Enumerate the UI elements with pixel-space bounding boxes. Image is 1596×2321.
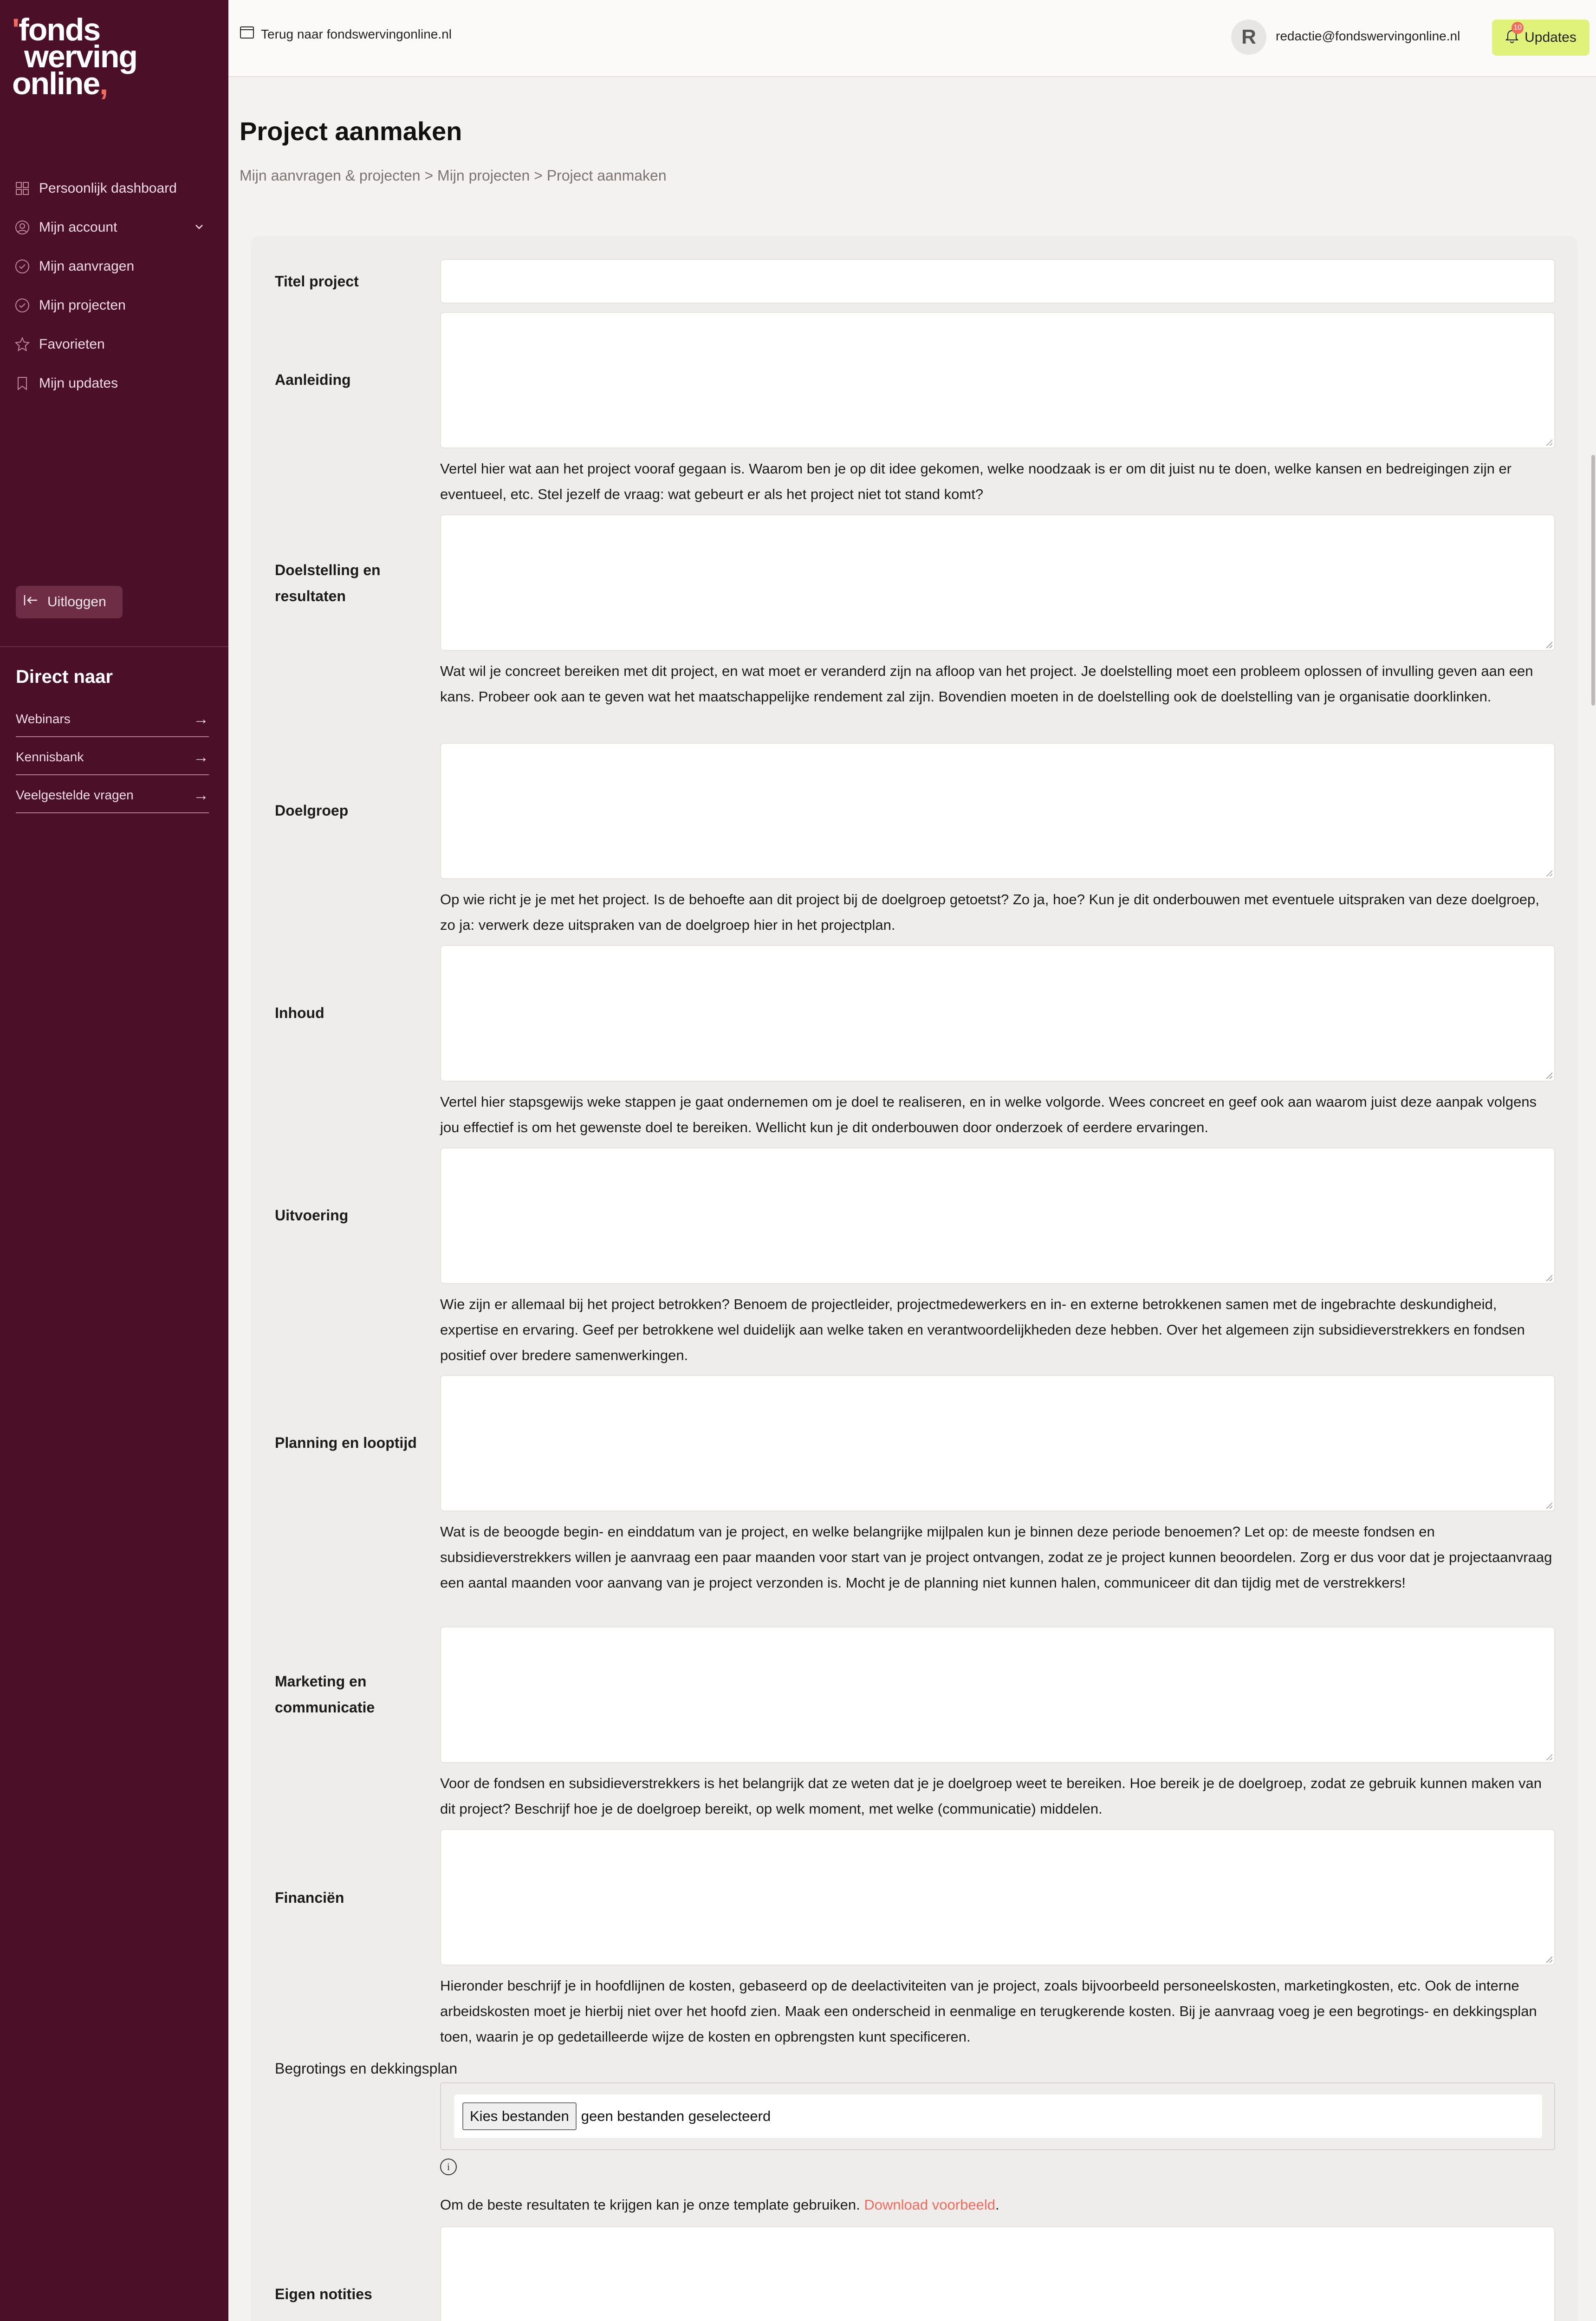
breadcrumb: Mijn aanvragen & projecten > Mijn projecten > Project aanmaken <box>240 167 667 184</box>
resize-handle[interactable] <box>1546 1275 1552 1281</box>
page-title: Project aanmaken <box>240 117 462 146</box>
label-begroting: Begrotings en dekkingsplan <box>275 2060 458 2077</box>
logout-label: Uitloggen <box>47 594 106 609</box>
notities-textarea[interactable] <box>440 2226 1555 2321</box>
check-circle-icon <box>14 258 31 275</box>
browser-window-icon <box>240 26 254 42</box>
sidebar-nav <box>14 169 214 403</box>
planning-textarea[interactable] <box>440 1375 1555 1511</box>
sidebar-item-label: Mijn updates <box>39 376 118 391</box>
updates-badge: 10 <box>1512 22 1524 34</box>
resize-handle[interactable] <box>1546 1956 1552 1963</box>
back-link[interactable] <box>240 26 452 42</box>
help-uitvoering: Wie zijn er allemaal bij het project betrokken? Benoem de projectleider, projectmedewerkers en in- en externe betrokkenen samen met de ingebrachte deskundigheid, expertise en ervaring. Geef per betrokkene wel duidelijk aan welke taken en verantwoordelijkheden deze hebben. Over het algemeen zijn subsidieverstrekkers en fondsen positief over bredere samenwerkingen. <box>440 1296 1525 1363</box>
marketing-textarea[interactable] <box>440 1627 1555 1763</box>
sidebar-item-aanvragen[interactable] <box>14 247 214 286</box>
label-notities: Eigen notities <box>275 2286 372 2302</box>
sidebar <box>0 0 228 2321</box>
sidebar-item-projecten[interactable] <box>14 286 214 325</box>
help-inhoud: Vertel hier stapsgewijs weke stappen je gaat ondernemen om je doel te realiseren, en in welke volgorde. Wees concreet en geef ook aan waarom juist deze aanpak volgens jou effectief is om het gewenste doel te bereiken. Wellicht kun je dit onderbouwen door onderzoek of eerdere ervaringen. <box>440 1094 1537 1135</box>
resize-handle[interactable] <box>1546 642 1552 648</box>
label-doelgroep: Doelgroep <box>275 802 349 819</box>
resize-handle[interactable] <box>1546 870 1552 876</box>
arrow-right-icon: → <box>193 748 209 766</box>
label-doelstelling: Doelstelling en resultaten <box>275 562 381 604</box>
sidebar-item-dashboard[interactable] <box>14 169 214 208</box>
sidebar-item-label: Mijn aanvragen <box>39 259 135 274</box>
direct-link-label: Webinars <box>16 712 71 726</box>
resize-handle[interactable] <box>1546 1502 1552 1509</box>
check-circle-icon <box>14 297 31 314</box>
user-email: redactie@fondswervingonline.nl <box>1276 29 1460 43</box>
doelgroep-textarea[interactable] <box>440 743 1555 879</box>
direct-link-faq[interactable] <box>16 775 209 813</box>
direct-links <box>16 699 209 813</box>
inhoud-textarea[interactable] <box>440 945 1555 1082</box>
topbar <box>228 0 1596 77</box>
sidebar-item-label: Persoonlijk dashboard <box>39 181 177 196</box>
resize-handle[interactable] <box>1546 439 1552 446</box>
help-aanleiding: Vertel hier wat aan het project vooraf gegaan is. Waarom ben je op dit idee gekomen, welke noodzaak is er om dit juist nu te doen, welke kansen en bedreigingen zijn er eventueel, etc. Stel jezelf de vraag: wat gebeurt er als het project niet tot stand komt? <box>440 460 1512 502</box>
arrow-right-icon: → <box>193 710 209 728</box>
label-aanleiding: Aanleiding <box>275 371 351 388</box>
label-financien: Financiën <box>275 1889 344 1906</box>
label-uitvoering: Uitvoering <box>275 1207 349 1224</box>
sidebar-item-label: Favorieten <box>39 337 105 352</box>
star-icon <box>14 336 31 353</box>
doelstelling-textarea[interactable] <box>440 514 1555 651</box>
aanleiding-textarea[interactable] <box>440 312 1555 448</box>
updates-label: Updates <box>1525 30 1577 45</box>
label-planning: Planning en looptijd <box>275 1434 417 1451</box>
direct-link-webinars[interactable] <box>16 699 209 737</box>
help-doelstelling: Wat wil je concreet bereiken met dit project, en wat moet er veranderd zijn na afloop van het project. Je doelstelling moet een probleem oplossen of invulling geven aan een kans. Probeer ook aan te geven wat het maatschappelijke rendement zal zijn. Bovendien moeten in de doelstelling ook de doelstelling van je organisatie doorklinken. <box>440 663 1533 705</box>
direct-link-kennisbank[interactable] <box>16 737 209 775</box>
avatar[interactable]: R <box>1231 19 1266 55</box>
direct-link-label: Kennisbank <box>16 750 84 764</box>
financien-textarea[interactable] <box>440 1829 1555 1965</box>
resize-handle[interactable] <box>1546 1072 1552 1079</box>
sidebar-item-account[interactable] <box>14 208 214 247</box>
help-doelgroep: Op wie richt je je met het project. Is de behoefte aan dit project bij de doelgroep getoetst? Zo ja, hoe? Kun je dit onderbouwen met eventuele uitspraken van deze doelgroep, zo ja: verwerk deze uitspraken van de doelgroep hier in het projectplan. <box>440 891 1539 933</box>
label-marketing: Marketing en communicatie <box>275 1673 375 1716</box>
grid-icon <box>14 180 31 197</box>
back-link-label: Terug naar fondswervingonline.nl <box>261 26 452 41</box>
help-financien: Hieronder beschrijf je in hoofdlijnen de kosten, gebaseerd op de deelactiviteiten van je project, zoals bijvoorbeeld personeelskosten, marketingkosten, etc. Ook de interne arbeidskosten moet je hierbij niet over het hoofd zien. Maak een onderscheid in eenmalige en terugkerende kosten. Bij je aanvraag voeg je een begrotings- en dekkingsplan toen, waarin je op gedetailleerde wijze de kosten en opbrengsten kunt specificeren. <box>440 1977 1537 2045</box>
direct-link-label: Veelgestelde vragen <box>16 788 134 802</box>
titel-input[interactable] <box>440 259 1555 304</box>
uitvoering-textarea[interactable] <box>440 1148 1555 1284</box>
info-icon[interactable]: i <box>440 2159 457 2175</box>
file-input[interactable] <box>454 2094 1542 2138</box>
sidebar-item-label: Mijn projecten <box>39 298 126 313</box>
help-begroting: Om de beste resultaten te krijgen kan je onze template gebruiken. Download voorbeeld. <box>440 2197 999 2213</box>
logo[interactable]: 'fonds werving online, <box>12 12 137 101</box>
arrow-right-icon: → <box>193 786 209 804</box>
help-planning: Wat is de beoogde begin- en einddatum van je project, en welke belangrijke mijlpalen kun je binnen deze periode benoemen? Let op: de meeste fondsen en subsidieverstrekkers willen je aanvraag een paar maanden voor start van je project ontvangen, zodat ze je project kunnen beoordelen. Zorg er dus voor dat je projectaanvraag een aantal maanden voor aanvang van je project verzonden is. Mocht je de planning niet kunnen halen, communiceer dit dan tijdig met de verstrekkers! <box>440 1524 1552 1591</box>
choose-files-button[interactable]: Kies bestanden <box>462 2102 577 2130</box>
sidebar-item-favorieten[interactable] <box>14 325 214 364</box>
direct-naar-heading: Direct naar <box>16 667 113 687</box>
logout-icon <box>23 594 39 610</box>
download-voorbeeld-link[interactable]: Download voorbeeld <box>864 2197 995 2213</box>
help-marketing: Voor de fondsen en subsidieverstrekkers is het belangrijk dat ze weten dat je je doelgroep weet te bereiken. Hoe bereik je de doelgroep, zodat ze gebruik kunnen maken van dit project? Beschrijf hoe je de doelgroep bereikt, op welk moment, met welke (communicatie) middelen. <box>440 1775 1542 1817</box>
logout-button[interactable] <box>16 586 123 618</box>
resize-handle[interactable] <box>1546 1754 1552 1760</box>
user-icon <box>14 219 31 236</box>
bookmark-icon <box>14 375 31 392</box>
bell-icon <box>1505 24 1522 47</box>
sidebar-divider <box>0 646 228 647</box>
file-status: geen bestanden geselecteerd <box>581 2108 771 2124</box>
scrollbar[interactable] <box>1591 455 1595 706</box>
label-inhoud: Inhoud <box>275 1005 324 1021</box>
sidebar-item-updates[interactable] <box>14 364 214 403</box>
updates-button[interactable] <box>1492 19 1590 56</box>
sidebar-item-label: Mijn account <box>39 220 117 235</box>
label-titel: Titel project <box>275 273 359 290</box>
chevron-down-icon[interactable] <box>194 220 204 235</box>
begroting-file-upload <box>440 2082 1555 2150</box>
